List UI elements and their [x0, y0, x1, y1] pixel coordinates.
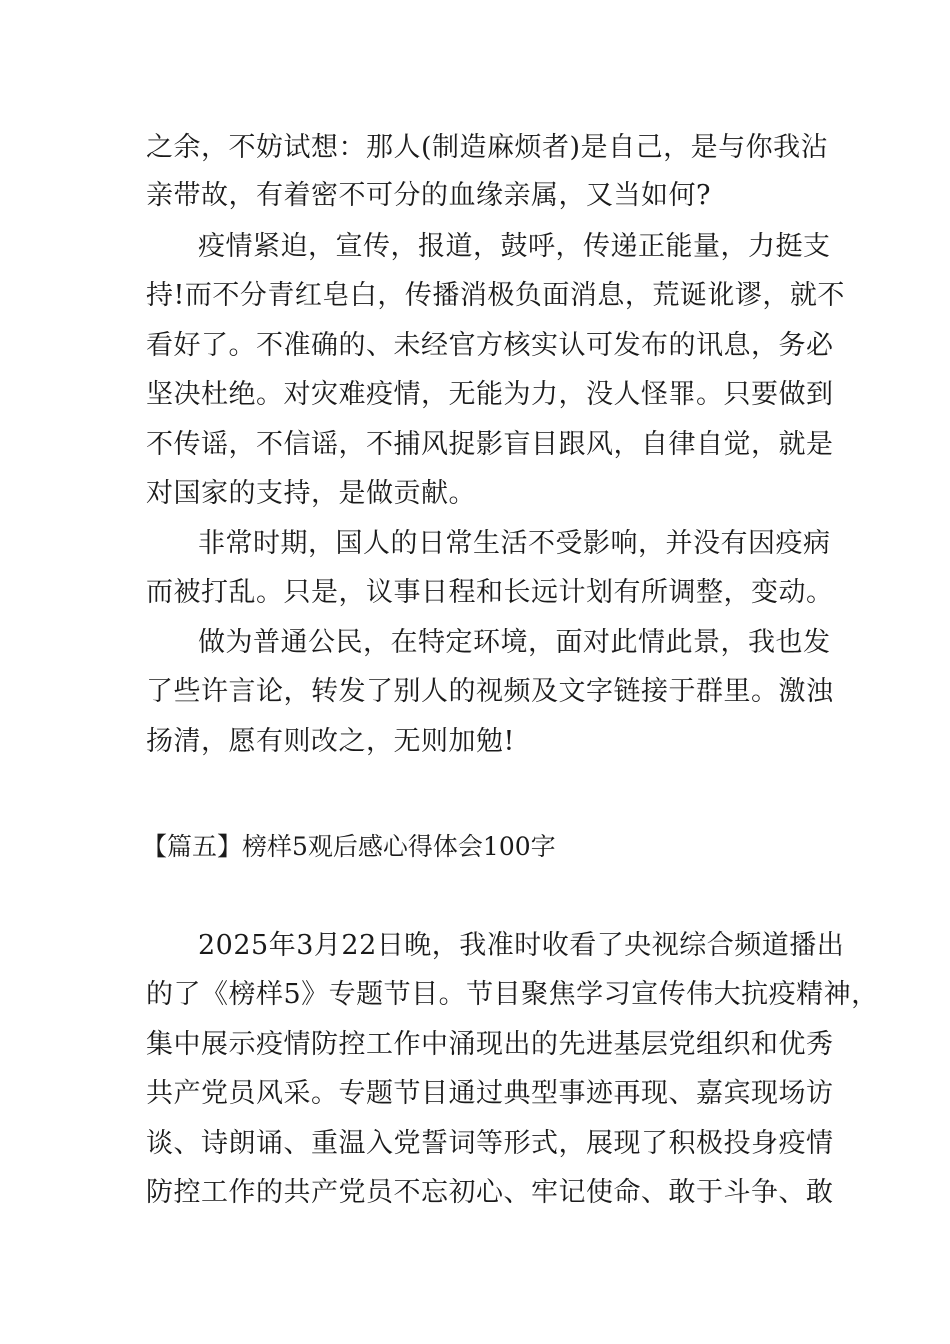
text-line: 防控工作的共产党员不忘初心、牢记使命、敢于斗争、敢 [146, 1177, 834, 1208]
text-line: 对国家的支持，是做贡献。 [146, 478, 476, 509]
paragraph-first-line: 疫情紧迫，宣传，报道，鼓呼，传递正能量，力挺支 [198, 231, 831, 262]
text-line: 而被打乱。只是，议事日程和长远计划有所调整，变动。 [146, 577, 834, 608]
text-line: 谈、诗朗诵、重温入党誓词等形式，展现了积极投身疫情 [146, 1128, 834, 1159]
paragraph-first-line: 做为普通公民，在特定环境，面对此情此景，我也发 [198, 627, 831, 658]
text-line: 扬清，愿有则改之，无则加勉! [146, 726, 515, 757]
text-line: 持!而不分青红皂白，传播消极负面消息，荒诞讹谬，就不 [146, 280, 845, 311]
section-heading: 【篇五】榜样5观后感心得体会100字 [142, 832, 556, 861]
paragraph-first-line: 2025年3月22日晚，我准时收看了央视综合频道播出 [198, 930, 845, 961]
text-line: 的了《榜样5》专题节目。节目聚焦学习宣传伟大抗疫精神， [146, 979, 879, 1010]
text-line: 共产党员风采。专题节目通过典型事迹再现、嘉宾现场访 [146, 1078, 834, 1109]
paragraph-first-line: 非常时期，国人的日常生活不受影响，并没有因疫病 [198, 528, 831, 559]
text-line: 看好了。不准确的、未经官方核实认可发布的讯息，务必 [146, 330, 834, 361]
text-line: 了些许言论，转发了别人的视频及文字链接于群里。激浊 [146, 676, 834, 707]
text-line: 集中展示疫情防控工作中涌现出的先进基层党组织和优秀 [146, 1029, 834, 1060]
text-line: 不传谣，不信谣，不捕风捉影盲目跟风，自律自觉，就是 [146, 429, 834, 460]
text-line: 坚决杜绝。对灾难疫情，无能为力，没人怪罪。只要做到 [146, 379, 834, 410]
text-line: 之余，不妨试想：那人(制造麻烦者)是自己，是与你我沾 [146, 132, 829, 163]
text-line: 亲带故，有着密不可分的血缘亲属，又当如何? [146, 180, 711, 211]
